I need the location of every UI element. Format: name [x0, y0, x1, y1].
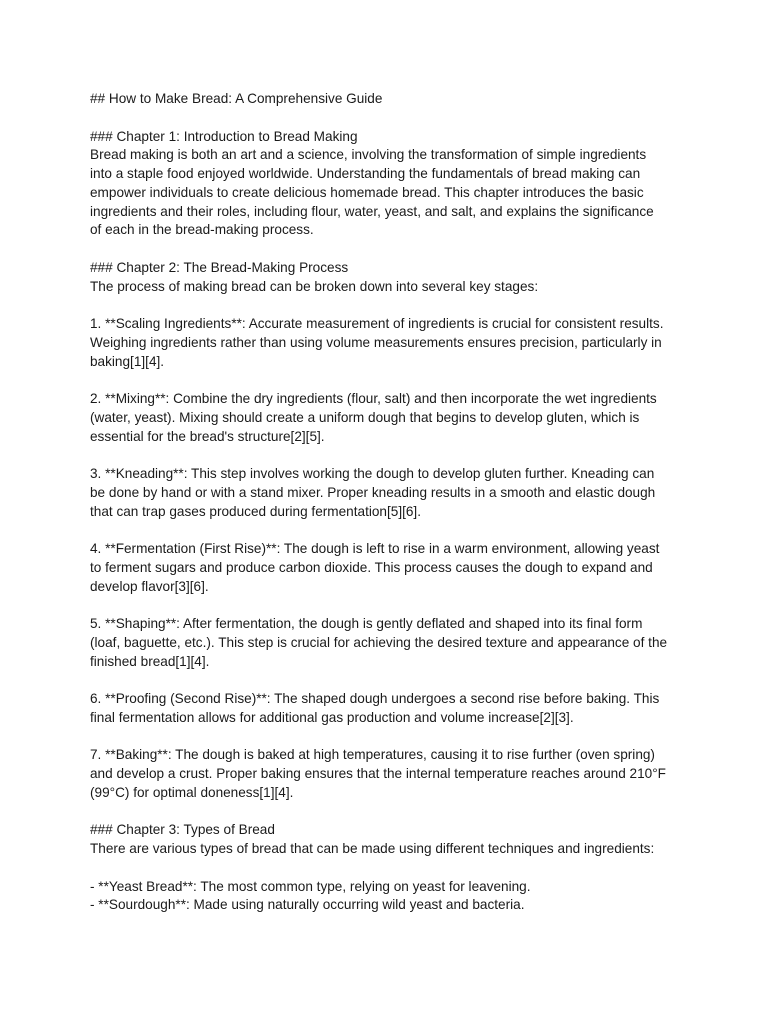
blank-line — [90, 728, 690, 747]
blank-line — [90, 596, 690, 615]
step-line: (loaf, baguette, etc.). This step is crucial for achieving the desired texture and appearance of the — [90, 634, 668, 650]
list-item: - **Sourdough**: Made using naturally occurring wild yeast and bacteria. — [90, 897, 525, 913]
step-mixing — [90, 390, 690, 446]
step-line: to ferment sugars and produce carbon dioxide. This process causes the dough to expand and — [90, 559, 653, 575]
blank-line — [90, 859, 690, 878]
step-kneading — [90, 465, 690, 521]
blank-line — [90, 671, 690, 690]
document-title: ## How to Make Bread: A Comprehensive Guide — [90, 91, 383, 106]
chapter-1-text-line: empower individuals to create delicious homemade bread. This chapter introduces the basic — [90, 184, 644, 200]
blank-line — [90, 803, 690, 822]
step-line: develop flavor[3][6]. — [90, 578, 209, 594]
step-line: baking[1][4]. — [90, 353, 165, 369]
blank-line — [90, 521, 690, 540]
step-line: 7. **Baking**: The dough is baked at high temperatures, causing it to rise further (oven spring) — [90, 747, 655, 763]
chapter-1-heading: ### Chapter 1: Introduction to Bread Making — [90, 128, 358, 144]
step-line: 2. **Mixing**: Combine the dry ingredients (flour, salt) and then incorporate the wet ingredients — [90, 391, 657, 406]
step-line: final fermentation allows for additional gas production and volume increase[2][3]. — [90, 709, 574, 725]
chapter-1-text-line: Bread making is both an art and a science, involving the transformation of simple ingredients — [90, 147, 647, 163]
chapter-1-text-line: ingredients and their roles, including flour, water, yeast, and salt, and explains the significance — [90, 203, 654, 219]
blank-line — [90, 109, 690, 128]
step-line: 3. **Kneading**: This step involves working the dough to develop gluten further. Kneading can — [90, 466, 655, 481]
step-line: 6. **Proofing (Second Rise)**: The shaped dough undergoes a second rise before baking. This — [90, 691, 660, 706]
step-proofing — [90, 690, 690, 728]
step-line: (water, yeast). Mixing should create a uniform dough that begins to develop gluten, which is — [90, 409, 640, 425]
blank-line — [90, 446, 690, 465]
chapter-1-text-line: of each in the bread-making process. — [90, 222, 314, 238]
step-line: 1. **Scaling Ingredients**: Accurate measurement of ingredients is crucial for consistent results. — [90, 316, 664, 331]
step-shaping — [90, 615, 690, 671]
step-line: essential for the bread's structure[2][5]. — [90, 428, 325, 444]
step-line: Weighing ingredients rather than using volume measurements ensures precision, particularly in — [90, 334, 662, 350]
blank-line — [90, 296, 690, 315]
chapter-3-heading: ### Chapter 3: Types of Bread — [90, 822, 275, 838]
step-line: that can trap gases produced during fermentation[5][6]. — [90, 503, 421, 519]
blank-line — [90, 371, 690, 390]
step-baking — [90, 746, 690, 802]
chapter-1-text-line: into a staple food enjoyed worldwide. Understanding the fundamentals of bread making can — [90, 166, 641, 181]
step-line: 4. **Fermentation (First Rise)**: The dough is left to rise in a warm environment, allowing yeast — [90, 541, 660, 556]
step-scaling — [90, 315, 690, 371]
step-line: 5. **Shaping**: After fermentation, the dough is gently deflated and shaped into its final form — [90, 616, 643, 631]
step-line: finished bread[1][4]. — [90, 653, 210, 669]
chapter-2-heading: ### Chapter 2: The Bread-Making Process — [90, 259, 349, 275]
chapter-3-intro: There are various types of bread that can be made using different techniques and ingredients: — [90, 841, 655, 856]
document-page — [90, 90, 690, 915]
step-line: (99°C) for optimal doneness[1][4]. — [90, 784, 294, 800]
step-fermentation — [90, 540, 690, 596]
blank-line — [90, 240, 690, 259]
step-line: be done by hand or with a stand mixer. Proper kneading results in a smooth and elastic dough — [90, 484, 656, 500]
step-line: and develop a crust. Proper baking ensures that the internal temperature reaches around 210°F — [90, 766, 666, 781]
list-item: - **Yeast Bread**: The most common type, relying on yeast for leavening. — [90, 878, 531, 894]
chapter-2-intro: The process of making bread can be broken down into several key stages: — [90, 278, 539, 294]
